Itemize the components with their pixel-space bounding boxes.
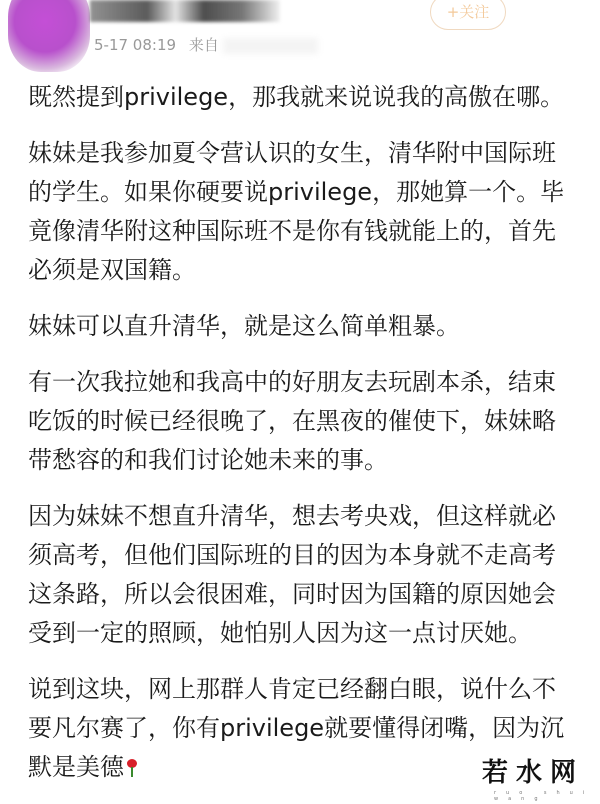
source-redacted bbox=[223, 38, 318, 54]
post-line: 这条路，所以会很困难，同时因为国籍的原因她会 bbox=[28, 580, 556, 608]
post-line: 默是美德 bbox=[28, 748, 138, 787]
post-meta bbox=[94, 34, 318, 55]
follow-button[interactable]: +关注 bbox=[430, 0, 506, 30]
post-line: 须高考，但他们国际班的目的因为本身就不走高考 bbox=[28, 541, 556, 569]
post-paragraph bbox=[28, 134, 593, 290]
post-line: 要凡尔赛了，你有privilege就要懂得闭嘴，因为沉 bbox=[28, 714, 565, 742]
post-paragraph bbox=[28, 78, 593, 117]
post-line: 吃饭的时候已经很晚了，在黑夜的催使下，妹妹略 bbox=[28, 407, 556, 435]
post-line: 必须是双国籍。 bbox=[28, 256, 196, 284]
post-timestamp: 5-17 08:19 bbox=[94, 36, 177, 54]
post-line: 带愁容的和我们讨论她未来的事。 bbox=[28, 446, 388, 474]
profile-banner bbox=[90, 0, 280, 22]
post-line: 因为妹妹不想直升清华，想去考央戏，但这样就必 bbox=[28, 502, 556, 530]
watermark-subtext: ruo shui wang bbox=[494, 790, 595, 802]
post-line: 有一次我拉她和我高中的好朋友去玩剧本杀，结束 bbox=[28, 368, 556, 396]
post-source-prefix: 来自 bbox=[188, 36, 219, 54]
rose-emoji-icon bbox=[126, 759, 138, 777]
post-line: 的学生。如果你硬要说privilege，那她算一个。毕 bbox=[28, 178, 565, 206]
post-line: 受到一定的照顾，她怕别人因为这一点讨厌她。 bbox=[28, 619, 532, 647]
post-line: 妹妹是我参加夏令营认识的女生，清华附中国际班 bbox=[28, 139, 556, 167]
post-body bbox=[28, 78, 593, 804]
avatar[interactable] bbox=[8, 0, 90, 72]
post-line: 妹妹可以直升清华，就是这么简单粗暴。 bbox=[28, 312, 460, 340]
post-line: 既然提到privilege，那我就来说说我的高傲在哪。 bbox=[28, 83, 565, 111]
post-line: 说到这块，网上那群人肯定已经翻白眼，说什么不 bbox=[28, 675, 556, 703]
watermark-logo: 若水网 bbox=[482, 758, 585, 788]
post-paragraph bbox=[28, 307, 593, 346]
post-paragraph bbox=[28, 497, 593, 653]
post-paragraph bbox=[28, 363, 593, 480]
post-line: 竟像清华附这种国际班不是你有钱就能上的，首先 bbox=[28, 217, 556, 245]
